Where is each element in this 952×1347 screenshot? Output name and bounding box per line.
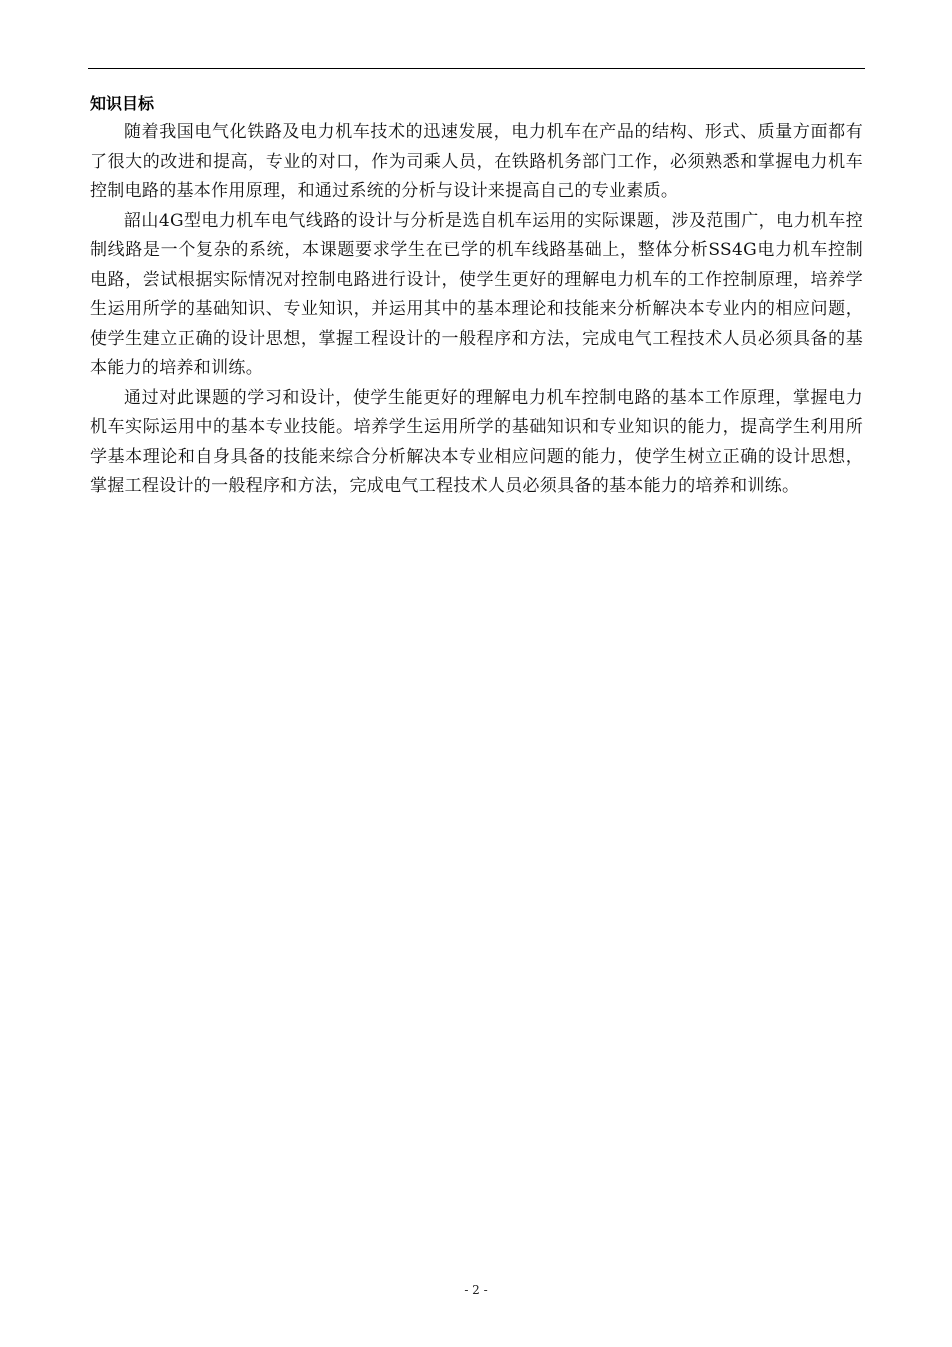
page-content (90, 89, 863, 502)
header-rule (88, 68, 865, 69)
paragraph-2: 韶山4G型电力机车电气线路的设计与分析是选自机车运用的实际课题，涉及范围广，电力机车控制线路是一个复杂的系统，本课题要求学生在已学的机车线路基础上，整体分析SS4G电力机车控制电路，尝试根据实际情况对控制电路进行设计，使学生更好的理解电力机车的工作控制原理，培养学生运用所学的基础知识、专业知识，并运用其中的基本理论和技能来分析解决本专业内的相应问题，使学生建立正确的设计思想，掌握工程设计的一般程序和方法，完成电气工程技术人员必须具备的基本能力的培养和训练。 (90, 210, 863, 378)
paragraph-3: 通过对此课题的学习和设计，使学生能更好的理解电力机车控制电路的基本工作原理，掌握电力机车实际运用中的基本专业技能。培养学生运用所学的基础知识和专业知识的能力，提高学生利用所学基本理论和自身具备的技能来综合分析解决本专业相应问题的能力，使学生树立正确的设计思想，掌握工程设计的一般程序和方法，完成电气工程技术人员必须具备的基本能力的培养和训练。 (90, 387, 863, 496)
page-number: - 2 - (464, 1283, 488, 1297)
paragraph-1: 随着我国电气化铁路及电力机车技术的迅速发展，电力机车在产品的结构、形式、质量方面都有了很大的改进和提高，专业的对口，作为司乘人员，在铁路机务部门工作，必须熟悉和掌握电力机车控制电路的基本作用原理，和通过系统的分析与设计来提高自己的专业素质。 (90, 122, 863, 201)
section-title: 知识目标 (90, 94, 155, 113)
